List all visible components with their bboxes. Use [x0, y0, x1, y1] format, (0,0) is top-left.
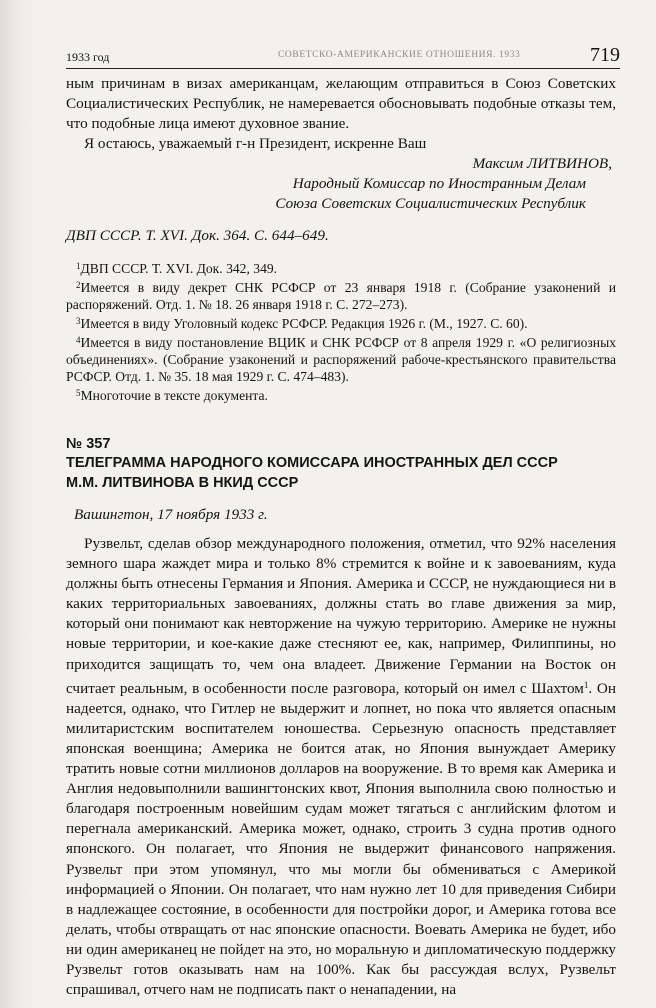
- footnote-number: 3: [76, 316, 81, 326]
- letter-closing: Я остаюсь, уважаемый г-н Президент, искренне Ваш: [84, 135, 427, 152]
- page-body: [66, 74, 616, 1000]
- body-text-part-2: . Он надеется, однако, что Гитлер не выдержит и лопнет, но пока что является опасным милитаристским воспитателем юношества. Серьезную опасность представляет японская военщина; Америка не боится атак, но Япония вынуждает Америку тратить новые сотни миллионов долларов на вооружение. В то время как Америка и Англия недовыполнили вашингтонских квот, Япония выполнила свою полностью и благодаря построенным новейшим судам может тягаться с английским флотом и перегнала американский. Америка может, однако, строить 3 судна против одного японского. Он полагает, что Япония не выдержит финансового напряжения. Рузвельт при этом упомянул, что мы могли бы обмениваться с Америкой информацией о Японии. Он полагает, что нам нужно лет 10 для приведения Сибири в надлежащее состояние, в особенности для постройки дорог, и Америка готова все делать, чтобы отвращать от нас японские опасности. Воевать Америка не будет, ибо ни один американец не пойдет на это, но моральную и дипломатическую поддержку Рузвельт готов оказывать нам на 100%. Как бы рассуждая вслух, Рузвельт спрашивал, отчего нам не подписать пакт о ненападении, на: [66, 679, 616, 999]
- document-title-line-2: М.М. ЛИТВИНОВА В НКИД СССР: [66, 475, 299, 491]
- signature-name: Максим ЛИТВИНОВ,: [472, 155, 612, 172]
- footnote-reference: 1: [583, 679, 589, 690]
- footnote-text: Многоточие в тексте документа.: [80, 388, 268, 403]
- footnote-text: Имеется в виду постановление ВЦИК и СНК РСФСР от 8 апреля 1929 г. «О религиозных объединениях». (Собрание узаконений и распоряжений рабоче-крестьянского правительства РСФСР. Отд. 1. № 35. 18 мая 1929 г. С. 474–483).: [66, 335, 616, 384]
- footnote: [66, 277, 616, 313]
- place-date: Вашингтон, 17 ноября 1933 г.: [74, 506, 268, 523]
- footnote-number: 5: [76, 388, 81, 398]
- footnote-text: Имеется в виду декрет СНК РСФСР от 23 января 1918 г. (Собрание узаконений и распоряжений. Отд. 1. № 18. 26 января 1918 г. С. 272–273).: [66, 280, 616, 312]
- footnote: [66, 313, 616, 332]
- header-year: 1933 год: [66, 50, 110, 64]
- page-number: 719: [590, 44, 620, 66]
- footnote-text: ДВП СССР. Т. XVI. Док. 342, 349.: [80, 261, 278, 276]
- letter-text: ным причинам в визах американцам, желающим отправиться в Союз Советских Социалистических Республик, не намеревается обосновывать подобные отказы тем, что подобные лица имеют духовное звание.: [66, 75, 616, 132]
- footnote-number: 2: [76, 280, 81, 290]
- source-citation: ДВП СССР. Т. XVI. Док. 364. С. 644–649.: [66, 227, 329, 244]
- document-number: № 357: [66, 436, 111, 452]
- footnote-number: 1: [76, 261, 81, 271]
- footnote: [66, 385, 616, 404]
- footnote-text: Имеется в виду Уголовный кодекс РСФСР. Редакция 1926 г. (М., 1927. С. 60).: [80, 316, 528, 331]
- document-title-line-1: ТЕЛЕГРАММА НАРОДНОГО КОМИССАРА ИНОСТРАННЫХ ДЕЛ СССР: [66, 455, 558, 471]
- body-text-part-1: Рузвельт, сделав обзор международного положения, отметил, что 92% населения земного шара жаждет мира и только 8% стремится к войне и к завоеваниям, куда должны быть отнесены Германия и Япония. Америка и СССР, не нуждающиеся ни в каких территориальных завоеваниях, должны стать во главе движения за мир, который они понимают как невторжение на чужую территорию. Америке не нужны новые территории, и кое-какие даже стесняют ее, как, например, Филиппины, но приходится защищать то, чем она владеет. Движение Германии на Восток он считает реальным, в особенности после разговора, который он имел с Шахтом: [66, 535, 616, 697]
- signature-post-1: Народный Комиссар по Иностранным Делам: [292, 175, 586, 192]
- footnote: [66, 258, 616, 277]
- running-header: [66, 44, 620, 69]
- footnotes: [66, 258, 616, 404]
- signature-post-2: Союза Советских Социалистических Республик: [275, 195, 586, 212]
- header-running-title: СОВЕТСКО-АМЕРИКАНСКИЕ ОТНОШЕНИЯ. 1933: [278, 50, 521, 60]
- footnote-number: 4: [76, 335, 81, 345]
- footnote: [66, 332, 616, 385]
- document-body: [66, 534, 616, 1000]
